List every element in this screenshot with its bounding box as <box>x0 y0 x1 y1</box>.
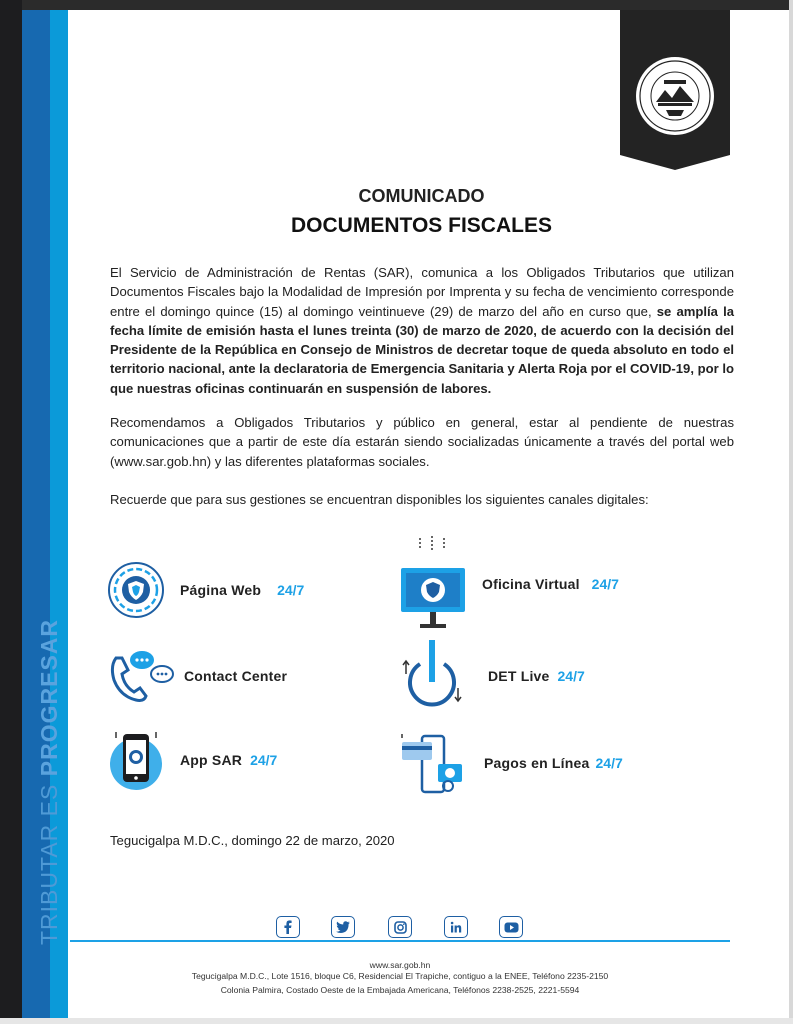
announcement-highlight: se amplía la fecha límite de emisión hasta el lunes treinta (30) de marzo de 2020, de acuerdo con la decisión del Presidente de la República en Consejo de Ministros de decretar toque de queda absoluto en todo el territorio nacional, ante la declaratoria de Emergencia Sanitaria y Alerta Roja por el COVID-19, por lo que nuestras oficinas continuarán en suspensión de labores. <box>110 303 734 396</box>
channel-label: DET Live <box>488 668 550 684</box>
channel-hours: 24/7 <box>557 668 585 684</box>
channel-app-sar <box>106 728 277 792</box>
youtube-icon[interactable] <box>499 916 523 938</box>
channel-oficina-virtual <box>398 534 619 634</box>
sar-seal-tab <box>620 10 730 170</box>
channel-label: Página Web <box>180 582 262 598</box>
channel-hours: 24/7 <box>595 755 623 771</box>
top-border <box>0 0 793 10</box>
footer-divider <box>70 940 730 942</box>
slogan-part1: TRIBUTAR ES <box>36 776 62 945</box>
facebook-icon[interactable] <box>276 916 300 938</box>
twitter-icon[interactable] <box>331 916 355 938</box>
paragraph-announcement <box>110 263 734 398</box>
page-edge-right <box>789 0 793 1024</box>
slogan-part2: PROGRESAR <box>36 618 62 777</box>
smartphone-icon <box>106 728 166 792</box>
power-icon <box>392 636 472 716</box>
monitor-shield-icon <box>398 534 468 634</box>
document-title: COMUNICADO <box>358 186 485 206</box>
announcement-text: El Servicio de Administración de Rentas (SAR), comunica a los Obligados Tributarios que utilizan Documentos Fiscales bajo la Modalidad de Impresión por Imprenta y su fecha de vencimiento corresponde entre el domingo quince (15) al domingo veintinueve (29) de marzo del año en curso que, <box>110 265 734 319</box>
linkedin-icon[interactable] <box>444 916 468 938</box>
page-edge-bottom <box>0 1018 793 1024</box>
document-subtitle: DOCUMENTOS FISCALES <box>291 214 552 237</box>
channel-hours: 24/7 <box>250 752 278 768</box>
sidebar-slogan <box>36 619 63 945</box>
payment-card-icon <box>398 730 468 796</box>
channel-contact-center <box>106 646 287 706</box>
footer-address-2: Colonia Palmira, Costado Oeste de la Embajada Americana, Teléfonos 2238-2525, 2221-5594 <box>220 985 580 995</box>
sidebar-dark-stripe <box>0 0 22 1024</box>
channel-label: Contact Center <box>184 668 288 684</box>
paragraph-recommendation: Recomendamos a Obligados Tributarios y público en general, estar al pendiente de nuestras comunicaciones que a partir de este día estarán siendo socializadas únicamente a través del portal web (www.sar.gob.hn) y las diferentes plataformas sociales. <box>110 415 734 469</box>
paragraph-channels-intro: Recuerde que para sus gestiones se encuentran disponibles los siguientes canales digitales: <box>110 492 649 507</box>
channel-pagos-en-linea <box>398 730 623 796</box>
channel-hours: 24/7 <box>591 576 619 592</box>
dateline: Tegucigalpa M.D.C., domingo 22 de marzo, 2020 <box>110 833 395 848</box>
channel-label: Pagos en Línea <box>484 755 590 771</box>
channel-pagina-web <box>106 560 304 620</box>
footer-website: www.sar.gob.hn <box>369 960 431 970</box>
channel-det-live <box>392 636 585 716</box>
channel-label: App SAR <box>180 752 243 768</box>
channel-hours: 24/7 <box>277 582 305 598</box>
channel-label: Oficina Virtual <box>482 576 580 592</box>
instagram-icon[interactable] <box>388 916 412 938</box>
footer-address-1: Tegucigalpa M.D.C., Lote 1516, bloque C6, Residencial El Trapiche, contiguo a la ENEE, Teléfono 2235-2150 <box>191 971 609 981</box>
phone-chat-icon <box>106 646 176 706</box>
seal-logo <box>620 10 730 170</box>
globe-shield-icon <box>106 560 166 620</box>
